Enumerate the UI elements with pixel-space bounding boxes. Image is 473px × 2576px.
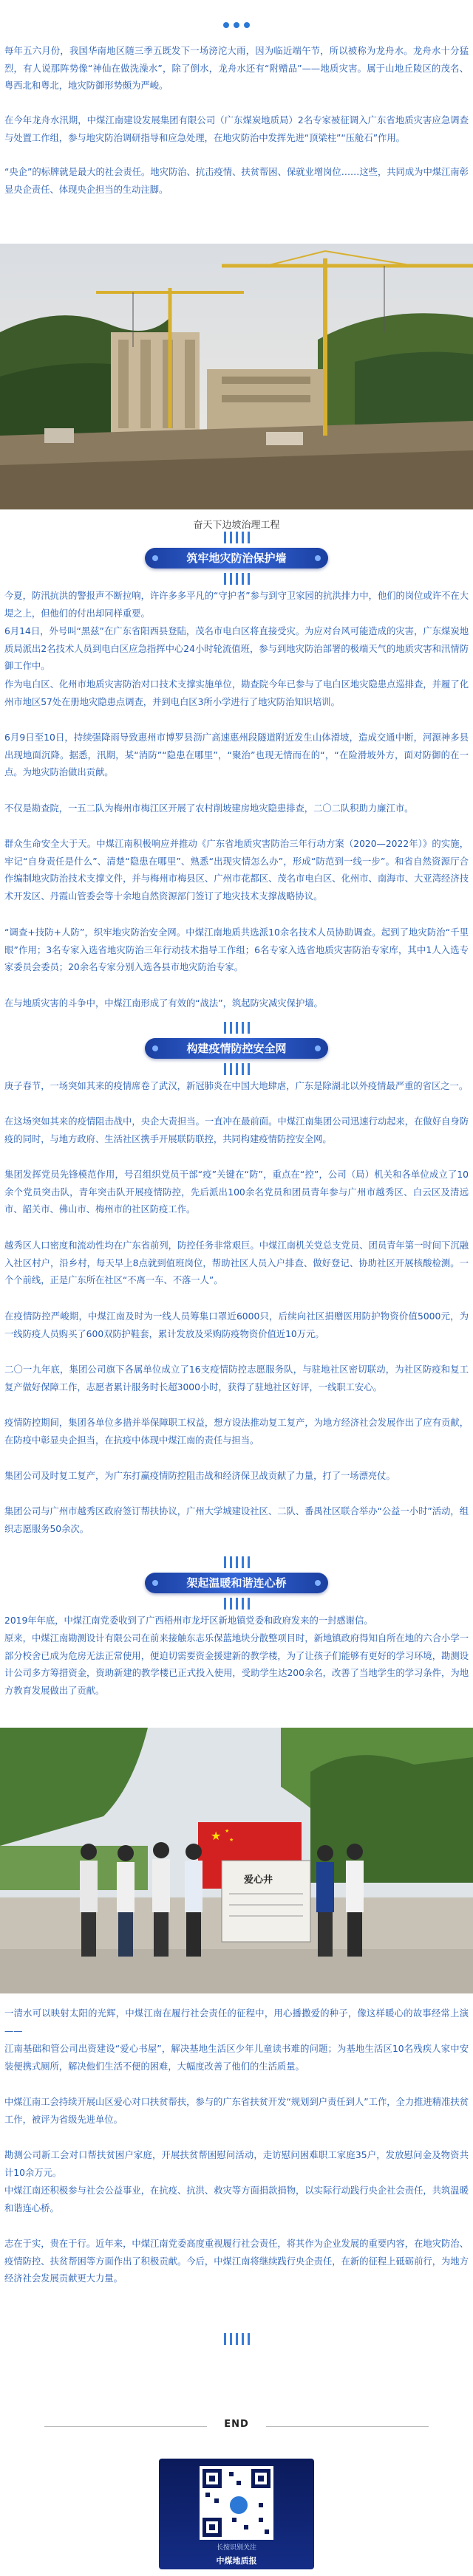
header-decoration (174, 532, 299, 546)
section3-paragraph-2: 原来，中煤江南勘测设计有限公司在前来接触东志乐保蓝地块分散整项目时，新地镇政府得知自所在地的六合小学一部分校舍已成为危房无法正常使用，便迫切需要资金援建新的教学楼，为了让孩子们能够有更好的学习环境，勘测设计公司多方筹措资金，资助新建的教学楼已正式投入使用，受助学生达200余名，改善了当地学生的学习条件，为地方教育发展做出了贡献。 (4, 1633, 469, 1696)
group-photo (0, 1728, 473, 1993)
photo-caption-1: 奋天下边坡治理工程 (193, 520, 280, 531)
section2-paragraph-9: 集团公司与广州市越秀区政府签订帮扶协议，广州大学城建设社区、二队、番禺社区联合举办“公益一小时”活动，组织志愿服务50余次。 (4, 1506, 469, 1534)
section2-paragraph-6: 二〇一九年底，集团公司旗下各属单位成立了16支疫情防控志愿服务队，与驻地社区密切联动，为社区防疫和复工复产做好保障工作，志愿者累计服务时长超3000小时，获得了驻地社区好评，一线职工安心。 (4, 1364, 469, 1392)
svg-text:爱心井: 爱心井 (244, 1875, 273, 1886)
section2-paragraph-3: 集团发挥党员先锋模范作用，号召组织党员干部“疫”关键在“防”，重点在“控”，公司（局）机关和各单位成立了10余个党员突击队，青年突击队开展疫情防控，先后派出100余名党员和团员青年参与广州市越秀区、白云区及清远市、韶关市、佛山市、梅州市的社区防疫工作。 (4, 1169, 469, 1215)
section3-paragraph-6: 勘测公司新工会对口帮扶贫困户家庭，开展扶贫帮困慰问活动，走访慰问困难职工家庭35户，发放慰问金及物资共计10余万元。 (4, 2150, 469, 2178)
header-decoration (174, 1063, 299, 1078)
section2-paragraph-5: 在疫情防控严峻期，中煤江南及时为一线人员筹集口罩近6000只，后续向社区捐赠医用防护物资价值5000元，为一线防疫人员购买了600双防护鞋套，累计发放及采购防疫物资价值近10万元。 (4, 1311, 469, 1339)
section-header-2 (0, 1022, 473, 1074)
qr-subtitle: 长按识别关注 (216, 2544, 256, 2552)
svg-text:★: ★ (229, 1837, 234, 1843)
section1-paragraph-7: “调查+技防+人防”，织牢地灾防治安全网。中煤江南地质共选派10余名技术人员协助调查。起到了地灾防治“千里眼”作用；3名专家入选省地灾防治三年行动技术指导工作组；6名专家入选省地质灾害防治专家库，其中1人入选专家委员会委员；20余名专家分别入选各县市地灾防治专家。 (4, 927, 469, 972)
section1-paragraph-5: 不仅是勘查院，一五二队为梅州市梅江区开展了农村削坡建房地灾隐患排查，二〇二队积助力廉江市。 (4, 803, 414, 814)
section3-paragraph-7: 中煤江南还积极参与社会公益事业，在抗疫、抗洪、救灾等方面捐款捐物，以实际行动践行央企社会责任，共筑温暖和谐连心桥。 (4, 2185, 469, 2213)
section1-paragraph-6: 群众生命安全大于天。中煤江南积极响应并推动《广东省地质灾害防治三年行动方案（2020—2022年）》的实施，牢记“自身责任是什么”、清楚“隐患在哪里”、熟悉“出现灾情怎么办”，形成“防范到一线一步”。和省自然资源厅合作编制地灾防治技术支撑文件，并与梅州市梅县区、广州市花都区、茂名市电白区、化州市、南海市、大亚湾经济技术开发区、丹霞山管委会等十余地自然资源部门签订了地灾技术支撑战略协议。 (4, 839, 469, 901)
section2-paragraph-8: 集团公司及时复工复产，为广东打赢疫情防控阻击战和经济保卫战贡献了力量，打了一场漂亮仗。 (4, 1471, 395, 1481)
section3-paragraph-4: 江南基础和管公司出资建设“爱心书屋”，解决基地生活区少年儿童读书难的问题；为基地生活区10名残疾人家中安装便携式厕所，解决他们生活不便的困难，大幅度改善了他们的生活质量。 (4, 2044, 469, 2072)
section1-paragraph-1: 今夏，防汛抗洪的警报声不断拉响，许许多多平凡的“守护者”参与到守卫家园的抗洪排力中，他们的岗位或许不在大堤之上，但他们的付出却同样重要。 (4, 591, 469, 619)
top-dots-decoration (223, 22, 250, 28)
intro-paragraph-3: “央企”的标牌就是最大的社会责任。地灾防治、抗击疫情、扶贫帮困、保就业增岗位……这些，共同成为中煤江南彰显央企责任、体现央企担当的生动注脚。 (4, 167, 469, 195)
end-divider-right (266, 2426, 429, 2427)
section2-paragraph-4: 越秀区人口密度和流动性均在广东省前列，防控任务非常艰巨。中煤江南机关党总支党员、团员青年第一时间下沉融入社区村户，沿乡村，每天早上8点就到值班岗位，帮助社区人员入户排查、做好登记、协助社区开展核酸检测。一个个前线，正是广东所在社区“不离一车、不落一人”。 (4, 1240, 469, 1285)
section-title-1: 筑牢地灾防治保护墙 (145, 548, 328, 569)
section-title-2: 构建疫情防控安全网 (145, 1038, 328, 1059)
section1-paragraph-3: 作为电白区、化州市地质灾害防治对口技术支撑实施单位，勘查院今年已参与了电白区地灾隐患点巡排查，并履了化州市地区57处在册地灾隐患点调查，并到电白区3所小学进行了地灾防治知识培训。 (4, 679, 469, 707)
section3-paragraph-8: 志在于实，贵在于行。近年来，中煤江南党委高度重视履行社会责任，将其作为企业发展的重要内容，在地灾防治、疫情防控、扶贫帮困等方面作出了积极贡献。今后，中煤江南将继续践行央企责任，在新的征程上砥砺前行，为地方经济社会发展贡献更大力量。 (4, 2239, 469, 2284)
section3-paragraph-1: 2019年年底，中煤江南党委收到了广西梧州市龙圩区新地镇党委和政府发来的一封感谢信。 (4, 1615, 373, 1626)
qr-account-name: 中煤地质报 (216, 2556, 257, 2566)
end-label: END (224, 2419, 249, 2430)
header-decoration (174, 1022, 299, 1037)
section-header-3 (0, 1556, 473, 1608)
header-decoration (174, 1556, 299, 1571)
section-title-3: 架起温暖和谐连心桥 (145, 1573, 328, 1593)
header-decoration (174, 1598, 299, 1612)
qr-code[interactable] (200, 2466, 273, 2540)
intro-paragraph-1: 每年五六月份，我国华南地区随三季五既发下一场滂沱大雨，因为临近端午节，所以被称为龙舟水。龙舟水十分猛烈，有人说那阵势像“神仙在做洗澡水”，除了倒水，龙舟水还有“附赠品”——地质灾害。属于山地丘陵区的茂名、粤西北和粤北，地灾防御形势颇为严峻。 (4, 46, 469, 91)
section2-paragraph-7: 疫情防控期间，集团各单位多措并举保障职工权益，想方设法推动复工复产，为地方经济社会发展作出了应有贡献，在防疫中彰显央企担当，在抗疫中体现中煤江南的责任与担当。 (4, 1418, 469, 1446)
qr-logo-icon (228, 2494, 250, 2516)
intro-paragraph-2: 在今年龙舟水汛期，中煤江南建设发展集团有限公司（广东煤炭地质局）2名专家被征调入广东省地质灾害应急调查与处置工作组，参与地灾防治调研指导和应急处理，在地灾防治中发挥先进“顶梁柱”“压舱石”作用。 (4, 115, 469, 143)
section1-paragraph-8: 在与地质灾害的斗争中，中煤江南形成了有效的“战法”，筑起防灾减灾保护墙。 (4, 998, 323, 1009)
section3-paragraph-3: 一清水可以映射太阳的光辉，中煤江南在履行社会责任的征程中，用心播撒爱的种子，像这样暖心的故事经常上演—— (4, 2008, 469, 2036)
end-decoration (0, 2333, 473, 2351)
header-decoration (174, 573, 299, 588)
section2-paragraph-1: 庚子春节，一场突如其来的疫情席卷了武汉，新冠肺炎在中国大地肆虐，广东是除湖北以外疫情最严重的省区之一。 (4, 1081, 469, 1091)
svg-text:★: ★ (211, 1829, 222, 1843)
section1-paragraph-2: 6月14日，外号叫“黑兹”在广东省阳西县登陆，茂名市电白区将直接受灾。为应对台风可能造成的灾害，广东煤炭地质局派出2名技术人员到电白区应急指挥中心24小时轮流值班，参与到地灾防治部署的极端天气的地质灾害和汛情防御工作中。 (4, 626, 469, 671)
construction-site-photo (0, 244, 473, 509)
svg-text:★: ★ (225, 1828, 230, 1834)
end-bars (174, 2333, 299, 2348)
qr-code-card[interactable] (159, 2459, 314, 2569)
section-header-1 (0, 532, 473, 583)
section3-paragraph-5: 中煤江南工会持续开展山区爱心对口扶贫帮扶，参与的广东省扶贫开发“规划到户责任到人”工作，全力推进精准扶贫工作，被评为省级先进单位。 (4, 2097, 469, 2125)
section1-paragraph-4: 6月9日至10日，持续强降雨导致惠州市博罗县沥广高速惠州段隧道附近发生山体滑坡，造成交通中断，河源神多县出现地面沉降。据悉，汛期，某“消防”“隐患在哪里”，“聚治”也现无情而在的“，“在险滑坡外方，面对防御的在一点。为地灾防治做出贡献。 (4, 732, 469, 777)
section2-paragraph-2: 在这场突如其来的疫情阻击战中，央企大责担当。一直冲在最前面。中煤江南集团公司迅速行动起来，在做好自身防疫的同时，与地方政府、生活社区携手开展联防联控，共同构建疫情防控安全网。 (4, 1116, 469, 1144)
